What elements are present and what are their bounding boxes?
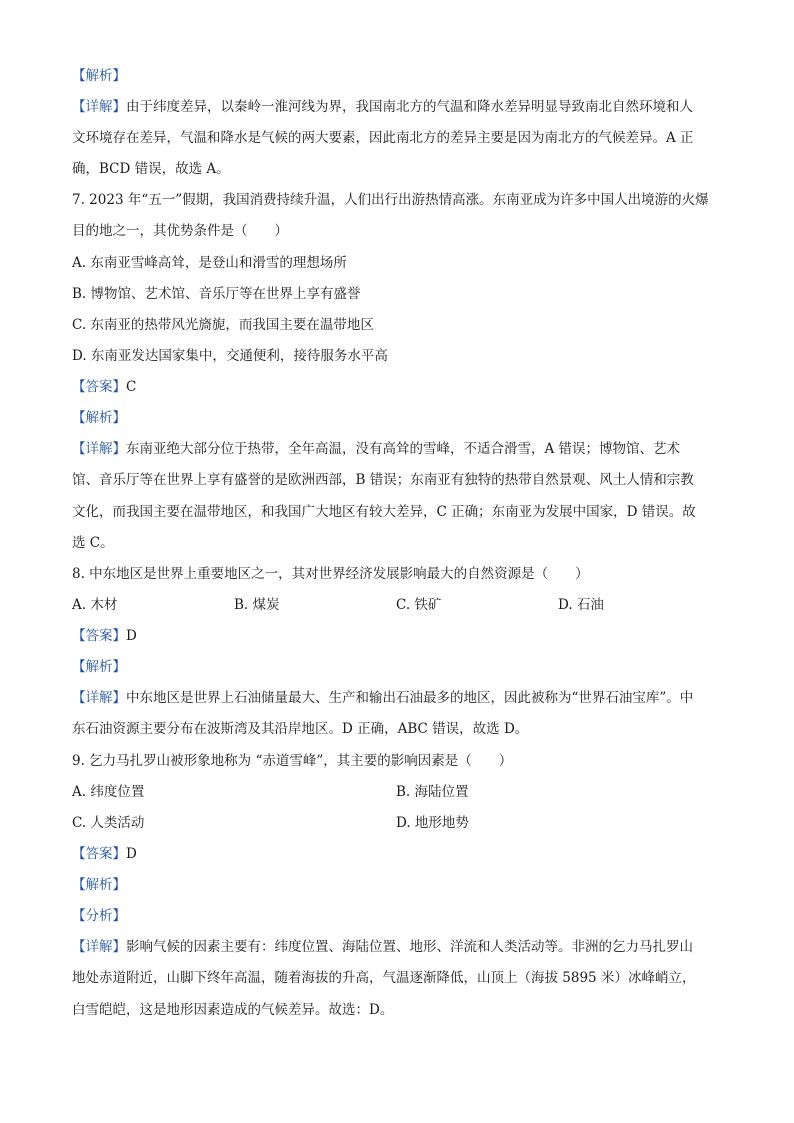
q9-analysis-heading: 【解析】 <box>72 877 126 893</box>
q6-analysis-heading: 【解析】 <box>72 68 126 84</box>
q9-option-d: D. 地形地势 <box>396 815 469 831</box>
q7-analysis-heading: 【解析】 <box>72 410 126 426</box>
q9-answer-tag: 【答案】 <box>72 846 126 862</box>
q7-detail-line-2: 馆、音乐厅等在世界上享有盛誉的是欧洲西部，B 错误；东南亚有独特的热带自然景观、风土人情和宗教 <box>72 472 694 488</box>
q7-stem-line-1: 7. 2023 年“五一”假期，我国消费持续升温，人们出行出游热情高涨。东南亚成为许多中国人出境游的火爆 <box>72 192 709 208</box>
q8-detail-line-2: 东石油资源主要分布在波斯湾及其沿岸地区。D 正确，ABC 错误，故选 D。 <box>72 721 529 737</box>
q9-stem: 9. 乞力马扎罗山被形象地称为 “赤道雪峰”，其主要的影响因素是（ ） <box>72 753 513 769</box>
q9-detail-line-1: 【详解】影响气候的因素主要有：纬度位置、海陆位置、地形、洋流和人类活动等。非洲的乞力马扎罗山 <box>72 939 693 955</box>
q7-option-c: C. 东南亚的热带风光旖旎，而我国主要在温带地区 <box>72 317 374 333</box>
q9-detail-line-2: 地处赤道附近，山脚下终年高温，随着海拔的升高，气温逐渐降低，山顶上（海拔 5895 米）冰峰峭立， <box>72 970 696 986</box>
q8-option-c: C. 铁矿 <box>396 597 442 613</box>
q7-option-b: B. 博物馆、艺术馆、音乐厅等在世界上享有盛誉 <box>72 286 361 302</box>
q7-answer-value: C <box>126 379 137 395</box>
q9-fenxi-heading: 【分析】 <box>72 908 126 924</box>
q7-detail-tag: 【详解】 <box>72 441 126 457</box>
q7-answer-tag: 【答案】 <box>72 379 126 395</box>
q8-answer-value: D <box>126 628 137 644</box>
q8-analysis-heading: 【解析】 <box>72 659 126 675</box>
q9-detail-line-3: 白雪皑皑，这是地形因素造成的气候差异。故选：D。 <box>72 1002 394 1018</box>
q9-answer <box>72 845 722 863</box>
q8-answer-tag: 【答案】 <box>72 628 126 644</box>
q8-detail-tag: 【详解】 <box>72 690 126 706</box>
q6-detail-line-2: 文环境存在差异，气温和降水是气候的两大要素，因此南北方的差异主要是因为南北方的气候差异。A 正 <box>72 130 694 146</box>
q7-detail-line-3: 文化，而我国主要在温带地区，和我国广大地区有较大差异，C 正确；东南亚为发展中国家，D 错误。故 <box>72 504 696 520</box>
q9-option-b: B. 海陆位置 <box>396 784 469 800</box>
q7-stem-line-2: 目的地之一，其优势条件是（ ） <box>72 223 288 239</box>
q7-detail-line-1: 【详解】东南亚绝大部分位于热带，全年高温，没有高耸的雪峰，不适合滑雪，A 错误；博物馆、艺术 <box>72 441 681 457</box>
q6-detail-line-3: 确，BCD 错误，故选 A。 <box>72 161 230 177</box>
q9-detail-tag: 【详解】 <box>72 939 126 955</box>
q9-option-a: A. 纬度位置 <box>72 784 145 800</box>
q8-option-a: A. 木材 <box>72 597 118 613</box>
q7-option-a: A. 东南亚雪峰高耸，是登山和滑雪的理想场所 <box>72 255 347 271</box>
q8-detail-line-1: 【详解】中东地区是世界上石油储量最大、生产和输出石油最多的地区，因此被称为“世界石油宝库”。中 <box>72 690 694 706</box>
q7-detail-line-4: 选 C。 <box>72 535 114 551</box>
q6-detail-tag: 【详解】 <box>72 99 126 115</box>
q7-option-d: D. 东南亚发达国家集中，交通便利，接待服务水平高 <box>72 348 388 364</box>
q8-stem: 8. 中东地区是世界上重要地区之一，其对世界经济发展影响最大的自然资源是（ ） <box>72 566 589 582</box>
q6-detail-line-1: 【详解】由于纬度差异，以秦岭一淮河线为界，我国南北方的气温和降水差异明显导致南北自然环境和人 <box>72 99 693 115</box>
q8-answer <box>72 627 722 645</box>
q7-answer <box>72 378 722 396</box>
q9-answer-value: D <box>126 846 137 862</box>
q9-option-c: C. 人类活动 <box>72 815 145 831</box>
q8-option-d: D. 石油 <box>558 597 604 613</box>
q8-option-b: B. 煤炭 <box>234 597 280 613</box>
